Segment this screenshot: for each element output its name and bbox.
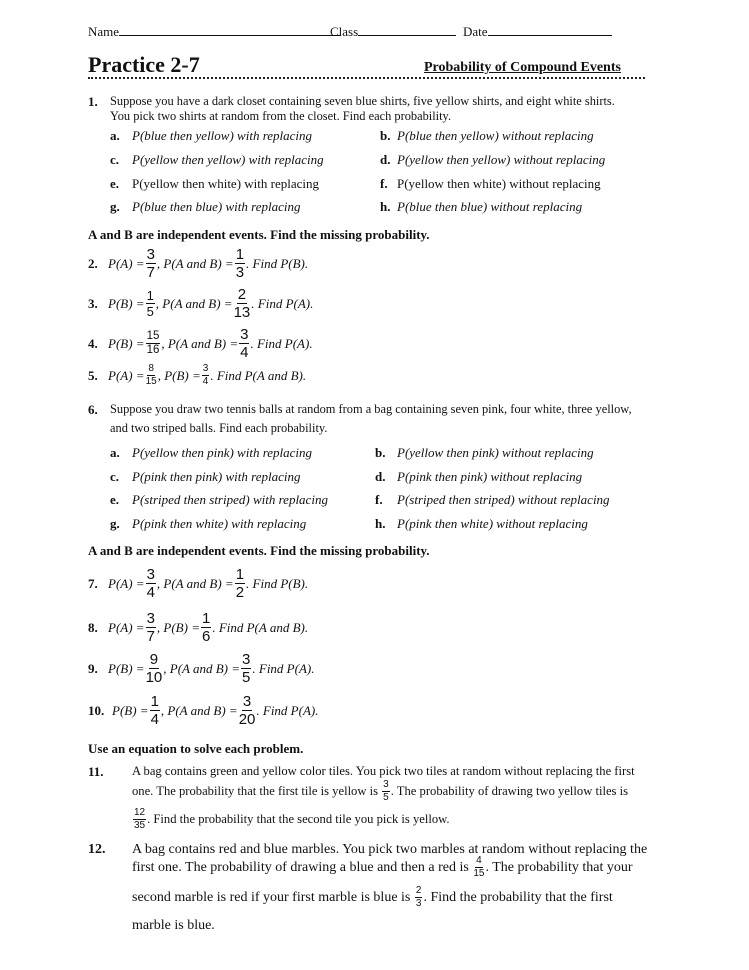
q9-fraction-2: $\frac{3}{5}$: [242, 651, 251, 686]
q5: 5. P(A) = $\frac{8}{15}$ , P(B) = $\frac{3}{4}$ . Find P(A and B).: [88, 363, 307, 387]
q11-fraction-1: $\frac{3}{5}$: [383, 779, 389, 803]
q6-text-line1: Suppose you draw two tennis balls at random from a bag containing seven pink, four white, three yellow,: [110, 402, 632, 416]
section-heading-a: A and B are independent events. Find the missing probability.: [88, 227, 430, 242]
q1-item-b: b. P(blue then yellow) without replacing: [380, 128, 594, 143]
q3-fraction-1: $\frac{1}{5}$: [146, 288, 154, 319]
q12-fraction-2: $\frac{2}{3}$: [415, 885, 422, 909]
q1-text-line2: You pick two shirts at random from the closet. Find each probability.: [110, 109, 452, 123]
q2: 2. P(A) = $\frac{3}{7}$ , P(A and B) = $\frac{1}{3}$ . Find P(B).: [88, 246, 309, 281]
q9-fraction-1: $\frac{9}{10}$: [145, 651, 163, 686]
q6-item-c: c. P(pink then pink) with replacing: [110, 469, 301, 484]
q6-item-e: e. P(striped then striped) with replacing: [110, 492, 328, 507]
q8-fraction-1: $\frac{3}{7}$: [146, 610, 155, 645]
q3: 3. P(B) = $\frac{1}{5}$ , P(A and B) = $\frac{2}{13}$ . Find P(A).: [88, 286, 314, 321]
q6-item-g: g. P(pink then white) with replacing: [110, 516, 307, 531]
q4: 4. P(B) = $\frac{15}{16}$ , P(A and B) = $\frac{3}{4}$ . Find P(A).: [88, 326, 313, 361]
q1-number: 1.: [88, 94, 98, 109]
q1-item-h: h. P(blue then blue) without replacing: [380, 199, 583, 214]
q2-fraction-2: $\frac{1}{3}$: [235, 246, 245, 281]
q4-fraction-1: $\frac{15}{16}$: [146, 329, 160, 356]
q1-item-f: f. P(yellow then white) without replacing: [380, 176, 601, 191]
q4-fraction-2: $\frac{3}{4}$: [240, 326, 249, 361]
q3-fraction-2: $\frac{2}{13}$: [233, 286, 251, 321]
q7-fraction-1: $\frac{3}{4}$: [146, 566, 155, 601]
date-label: Date: [463, 24, 488, 39]
q11-line1: A bag contains green and yellow color tiles. You pick two tiles at random without replacing the first: [132, 764, 635, 778]
q10: 10. P(B) = $\frac{1}{4}$ , P(A and B) = $\frac{3}{20}$ . Find P(A).: [88, 693, 319, 728]
q6-item-a: a. P(yellow then pink) with replacing: [110, 445, 313, 460]
q12-line3: second marble is red if your first marble is blue is $\frac{2}{3}$ . Find the probability that the first: [132, 885, 613, 909]
date-field[interactable]: [463, 24, 612, 40]
q11-line3: $\frac{12}{35}$ . Find the probability that the second tile you pick is yellow.: [134, 807, 450, 831]
q6-item-h: h. P(pink then white) without replacing: [375, 516, 588, 531]
q1-item-e: e. P(yellow then white) with replacing: [110, 176, 320, 191]
title-rule: [88, 77, 645, 79]
name-label: Name: [88, 24, 120, 39]
q6-item-b: b. P(yellow then pink) without replacing: [375, 445, 594, 460]
class-label: Class: [330, 24, 359, 39]
q8: 8. P(A) = $\frac{3}{7}$ , P(B) = $\frac{1}{6}$ . Find P(A and B).: [88, 610, 309, 645]
q1-item-g: g. P(blue then blue) with replacing: [110, 199, 301, 214]
q12-fraction-1: $\frac{4}{15}$: [473, 855, 485, 879]
q1-item-d: d. P(yellow then yellow) without replacing: [380, 152, 606, 167]
q11-number: 11.: [88, 764, 104, 779]
q7: 7. P(A) = $\frac{3}{4}$ , P(A and B) = $\frac{1}{2}$ . Find P(B).: [88, 566, 309, 601]
q6-item-f: f. P(striped then striped) without replacing: [375, 492, 610, 507]
q11-line2: one. The probability that the first tile is yellow is $\frac{3}{5}$ . The probability of drawing two yellow tiles is: [132, 779, 628, 803]
q6-text-line2: and two striped balls. Find each probability.: [110, 421, 328, 435]
page-title: Practice 2-7: [88, 52, 200, 77]
q12-line2: first one. The probability of drawing a blue and then a red is $\frac{4}{15}$ . The probability that your: [132, 855, 633, 879]
section-heading-c: Use an equation to solve each problem.: [88, 741, 304, 756]
q10-fraction-2: $\frac{3}{20}$: [238, 693, 256, 728]
q12-line4: marble is blue.: [132, 918, 215, 933]
q10-fraction-1: $\frac{1}{4}$: [150, 693, 159, 728]
q5-fraction-2: $\frac{3}{4}$: [202, 363, 209, 387]
q1-item-a: a. P(blue then yellow) with replacing: [110, 128, 313, 143]
q12-line1: A bag contains red and blue marbles. You pick two marbles at random without replacing the: [132, 842, 648, 857]
name-field[interactable]: [88, 24, 341, 40]
q1-item-c: c. P(yellow then yellow) with replacing: [110, 152, 324, 167]
q9: 9. P(B) = $\frac{9}{10}$ , P(A and B) = $\frac{3}{5}$ . Find P(A).: [88, 651, 315, 686]
q2-fraction-1: $\frac{3}{7}$: [146, 246, 155, 281]
class-field[interactable]: [330, 24, 456, 40]
q6-number: 6.: [88, 402, 98, 417]
topic-title: Probability of Compound Events: [424, 60, 621, 75]
q11-fraction-2: $\frac{12}{35}$: [134, 807, 146, 831]
q7-fraction-2: $\frac{1}{2}$: [235, 566, 245, 601]
q1-text-line1: Suppose you have a dark closet containing seven blue shirts, five yellow shirts, and eight white shirts.: [110, 94, 615, 108]
q6-item-d: d. P(pink then pink) without replacing: [375, 469, 583, 484]
section-heading-b: A and B are independent events. Find the missing probability.: [88, 543, 430, 558]
q12-number: 12.: [88, 842, 106, 857]
q8-fraction-2: $\frac{1}{6}$: [201, 610, 211, 645]
q5-fraction-1: $\frac{8}{15}$: [145, 363, 157, 387]
